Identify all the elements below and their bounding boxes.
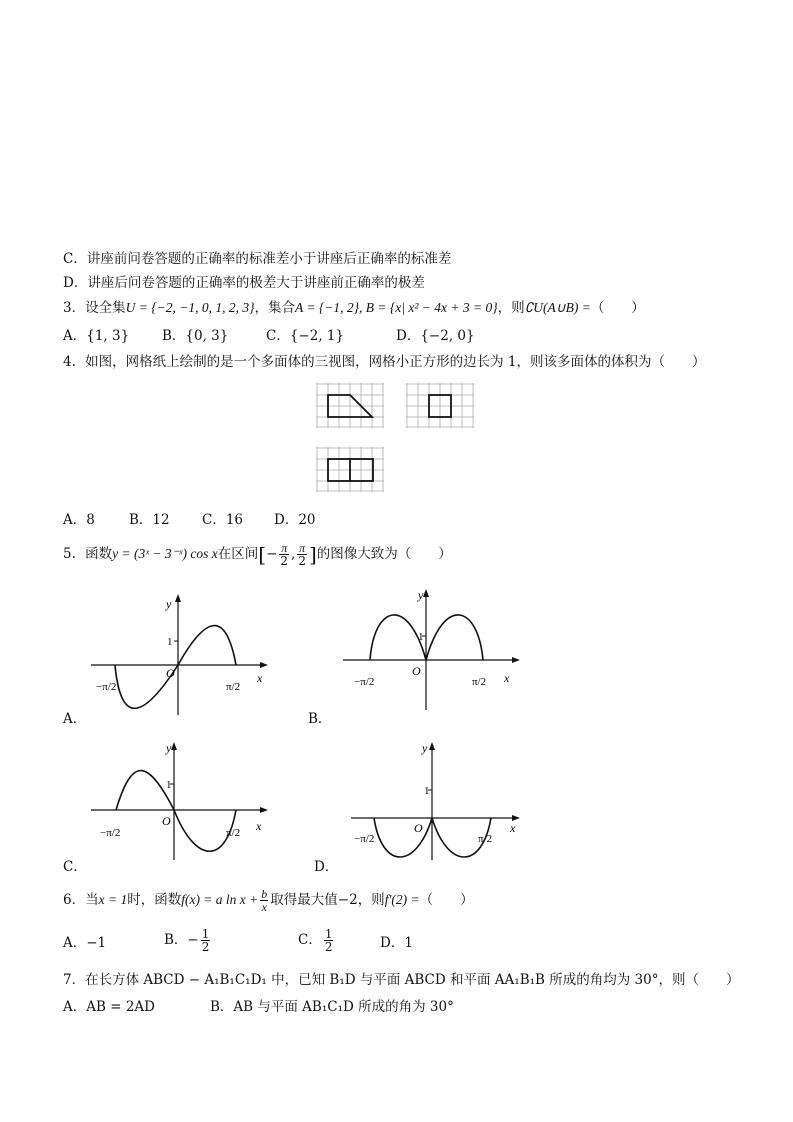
- q3-option-a: A．{1, 3}: [63, 328, 130, 344]
- q5-function: y = (3ˣ − 3⁻ˣ) cos x: [112, 546, 218, 561]
- q2-option-c: C．讲座前问卷答题的正确率的标准差小于讲座后正确率的标准差: [63, 251, 452, 267]
- x-label: x: [510, 821, 516, 835]
- q4-option-c: C．16: [202, 512, 244, 528]
- curve-a: [115, 626, 236, 709]
- q5-option-d: D．: [314, 859, 339, 875]
- q6-mid1: 时，函数: [127, 892, 182, 908]
- q5-neg-sign: −: [266, 546, 278, 562]
- pi-half-label: π/2: [472, 676, 487, 688]
- grid-lines: [316, 383, 384, 428]
- y-axis-arrow: [423, 589, 429, 597]
- q2-option-d: D．讲座后问卷答题的正确率的极差大于讲座前正确率的极差: [63, 275, 425, 291]
- q6-paren: （ ）: [419, 892, 474, 908]
- pi-half-label: π/2: [226, 681, 241, 693]
- pi-half-label: π/2: [478, 833, 493, 845]
- q6-b-over-x: $\frac{b}{x}$: [261, 887, 268, 914]
- q4-option-a: A．8: [63, 512, 95, 528]
- x-axis-arrow: [260, 662, 268, 668]
- q7-option-a: A．AB = 2AD: [63, 999, 155, 1015]
- q6-derivative: f′(2) =: [384, 892, 420, 907]
- q3-option-b: B．{0, 3}: [162, 328, 229, 344]
- q5-frac-left: $\frac{\pi}{2}$: [280, 541, 289, 568]
- y-axis-arrow: [429, 742, 435, 750]
- q7-option-b: B．AB 与平面 AB₁C₁D 所成的角为 30°: [210, 999, 454, 1015]
- y-axis-arrow: [175, 594, 181, 602]
- y-label: y: [418, 588, 424, 602]
- question-7: 7．在长方体 ABCD − A₁B₁C₁D₁ 中，已知 B₁D 与平面 ABCD 和平面 AA₁B₁B 所成的角均为 30°，则（ ）: [63, 972, 740, 988]
- question-4: 4．如图，网格纸上绘制的是一个多面体的三视图，网格小正方形的边长为 1，则该多面体的体积为（ ）: [63, 354, 706, 370]
- x-label: x: [504, 671, 510, 685]
- one-label: 1: [167, 636, 173, 648]
- x-axis-arrow: [512, 657, 520, 663]
- pi-half-label: π/2: [226, 827, 241, 839]
- q5-frac-right: $\frac{\pi}{2}$: [298, 541, 306, 568]
- right-bracket: ]: [308, 542, 317, 567]
- graph-b: [338, 585, 528, 715]
- neg-pi-half-label: −π/2: [354, 833, 375, 845]
- graph-c: [86, 740, 276, 865]
- q6-option-b: B．− $\frac{1}{2}$: [164, 927, 210, 954]
- left-bracket: [: [258, 542, 267, 567]
- neg-pi-half-label: −π/2: [354, 676, 375, 688]
- q3-option-d: D．{−2, 0}: [396, 328, 475, 344]
- y-label: y: [166, 597, 172, 611]
- q6-x: x = 1: [98, 892, 128, 907]
- q3-mid2: ，则: [497, 300, 525, 316]
- q6-mid3: ，则: [357, 892, 385, 908]
- graph-d: [346, 740, 536, 865]
- q3-sets: A = {−1, 2}, B = {x| x² − 4x + 3 = 0}: [294, 300, 498, 315]
- top-view-grid: [316, 447, 384, 492]
- graph-a: [86, 590, 276, 720]
- question-5: 5．函数y = (3ˣ − 3⁻ˣ) cos x在区间[− $\frac{\pi}{2}$ , $\frac{\pi}{2}$ ]的图像大致为（ ）: [63, 541, 452, 568]
- neg-pi-half-label: −π/2: [100, 827, 121, 839]
- q5-option-a: A．: [63, 711, 87, 727]
- q5-option-c: C．: [63, 859, 87, 875]
- q3-universal-set: U = {−2, −1, 0, 1, 2, 3}: [125, 300, 255, 315]
- question-3: [63, 299, 645, 317]
- one-label: 1: [424, 785, 430, 797]
- q6-max: −2: [337, 892, 358, 908]
- q5-prefix: 5．函数: [63, 546, 113, 562]
- y-label: y: [422, 741, 428, 755]
- q3-mid1: ，集合: [254, 300, 295, 316]
- y-label: y: [166, 741, 172, 755]
- q6-mid2: 取得最大值: [270, 892, 338, 908]
- one-label: 1: [418, 631, 424, 643]
- origin-label: O: [162, 814, 171, 828]
- q6-option-d: D．1: [380, 935, 413, 951]
- q3-expression: ∁U(A∪B) =: [524, 300, 591, 315]
- x-label: x: [256, 819, 262, 833]
- x-axis-arrow: [260, 807, 268, 813]
- q5-suffix: 的图像大致为（ ）: [316, 546, 452, 562]
- q6-function: f(x) = a ln x +: [181, 892, 259, 907]
- origin-label: O: [414, 821, 423, 835]
- q3-paren: （ ）: [590, 300, 645, 316]
- side-view-grid: [406, 383, 474, 428]
- origin-label: O: [412, 664, 421, 678]
- q6-option-b-frac: $\frac{1}{2}$: [201, 927, 210, 954]
- q5-mid: 在区间: [217, 546, 259, 562]
- front-view-grid: [316, 383, 384, 428]
- q4-option-b: B．12: [129, 512, 170, 528]
- grid-lines: [406, 383, 474, 428]
- y-axis-arrow: [171, 742, 177, 750]
- q6-option-c-frac: $\frac{1}{2}$: [324, 927, 333, 954]
- q6-option-c: C． $\frac{1}{2}$: [298, 927, 333, 954]
- question-6: [63, 886, 474, 914]
- q6-prefix: 6．当: [63, 892, 99, 908]
- origin-label: O: [166, 666, 175, 680]
- q3-prefix: 3．设全集: [63, 300, 126, 316]
- q6-option-a: A．−1: [63, 935, 107, 951]
- one-label: 1: [166, 779, 172, 791]
- q3-option-c: C．{−2, 1}: [266, 328, 345, 344]
- q5-option-b: B．: [308, 711, 332, 727]
- x-label: x: [257, 671, 263, 685]
- curve-c: [116, 771, 236, 852]
- neg-pi-half-label: −π/2: [96, 681, 117, 693]
- q4-option-d: D．20: [274, 512, 316, 528]
